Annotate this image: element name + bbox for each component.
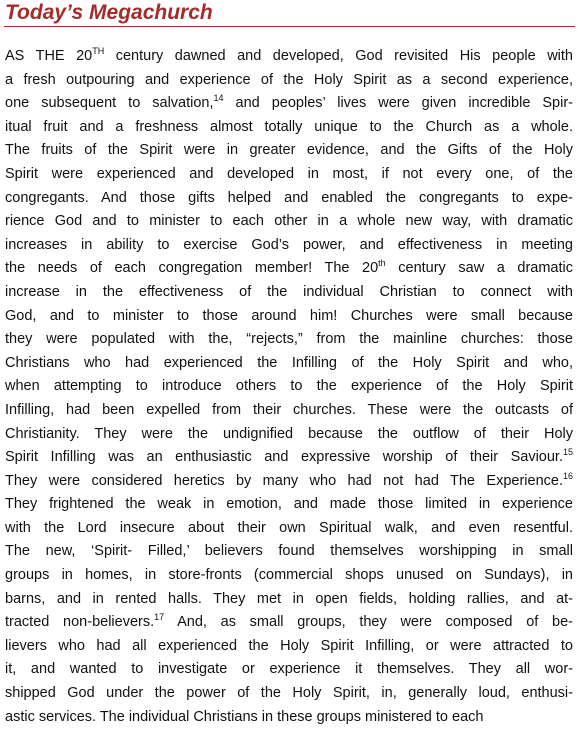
text-run: one subsequent to salvation, [5,95,214,112]
paragraph-line [5,470,573,494]
paragraph-line [5,187,573,211]
text-run: They were considered heretics by many who had not had The Experience. [5,472,563,489]
paragraph-line [5,328,573,352]
text-run: tracted non-believers. [5,614,155,631]
text-run: Infilling, had been expelled from their churches. These were the outcasts of [5,401,573,418]
paragraph-line [5,611,573,635]
text-run: it, and wanted to investigate or experience it themselves. They all wor- [5,661,573,678]
footnote-marker: 17 [154,612,165,623]
text-run: they were populated with the, “rejects,” from the mainline churches: those [5,331,573,348]
text-run: rience God and to minister to each other in a whole new way, with dramatic [5,213,573,230]
paragraph-line [5,92,573,116]
paragraph-line [5,375,573,399]
paragraph-line [5,116,573,140]
body-paragraph [5,45,573,729]
footnote-marker: 14 [213,93,224,104]
footnote-marker: 16 [562,470,573,481]
text-run: when attempting to introduce others to the experience of the Holy Spirit [5,378,573,395]
paragraph-line [5,635,573,659]
paragraph-line [5,210,573,234]
text-run: Christians who had experienced the Infilling of the Holy Spirit and who, [5,354,573,371]
paragraph-line [5,564,573,588]
text-run: with the Lord insecure about their own Spiritual walk, and even resentful. [5,519,573,536]
paragraph-line [5,517,573,541]
page-title: Today’s Megachurch [5,1,213,24]
text-run: a fresh outpouring and experience of the Holy Spirit as a second experience, [5,71,573,88]
footnote-marker: 15 [562,447,573,458]
paragraph-line [5,540,573,564]
text-run: century saw a dramatic [385,260,573,277]
paragraph-line [5,706,573,729]
text-run: And, as small groups, they were composed of be- [164,614,573,631]
paragraph-line [5,588,573,612]
paragraph-line [5,658,573,682]
title-underline [4,26,575,27]
paragraph-line [5,281,573,305]
text-run: The new, ‘Spirit- Filled,’ believers found themselves worshipping in small [5,543,573,560]
footnote-marker: TH [92,46,105,56]
text-run: and peoples’ lives were given incredible Spir- [223,95,573,112]
text-run: lievers who had all experienced the Holy Spirit Infilling, or were attracted to [5,637,573,654]
paragraph-line [5,234,573,258]
text-run: God, and to minister to those around him! Churches were small because [5,307,573,324]
text-run: Spirit were experienced and developed in most, if not every one, of the [5,165,573,182]
text-run: itual fruit and a freshness almost totally unique to the Church as a whole. [5,118,573,135]
paragraph-line [5,69,573,93]
text-run: barns, and in rented halls. They met in open fields, holding rallies, and at- [5,590,573,607]
paragraph-line [5,163,573,187]
text-run: increases in ability to exercise God’s power, and effectiveness in meeting [5,236,573,253]
paragraph-line [5,305,573,329]
paragraph-line [5,446,573,470]
paragraph-line [5,139,573,163]
paragraph-line [5,682,573,706]
paragraph-line [5,399,573,423]
paragraph-line [5,257,573,281]
text-run: century dawned and developed, God revisited His people with [104,48,573,64]
paragraph-line [5,45,573,69]
paragraph-line [5,423,573,447]
text-run: the needs of each congregation member! The 20 [5,260,379,277]
text-run: shipped God under the power of the Holy Spirit, in, generally loud, enthusi- [5,685,573,702]
footnote-marker: th [378,258,386,269]
text-run: AS THE 20 [5,48,93,64]
text-run: They frightened the weak in emotion, and made those limited in experience [5,496,573,513]
text-run: astic services. The individual Christians in these groups ministered to each [5,708,484,725]
text-run: increase in the effectiveness of the individual Christian to connect with [5,283,573,300]
text-run: groups in homes, in store-fronts (commercial shops unused on Sundays), in [5,567,573,584]
paragraph-line [5,352,573,376]
text-run: The fruits of the Spirit were in greater evidence, and the Gifts of the Holy [5,142,573,159]
text-run: Christianity. They were the undignified because the outflow of their Holy [5,425,573,442]
text-run: Spirit Infilling was an enthusiastic and expressive worship of their Saviour. [5,449,563,466]
paragraph-line [5,493,573,517]
text-run: congregants. And those gifts helped and enabled the congregants to expe- [5,189,573,206]
